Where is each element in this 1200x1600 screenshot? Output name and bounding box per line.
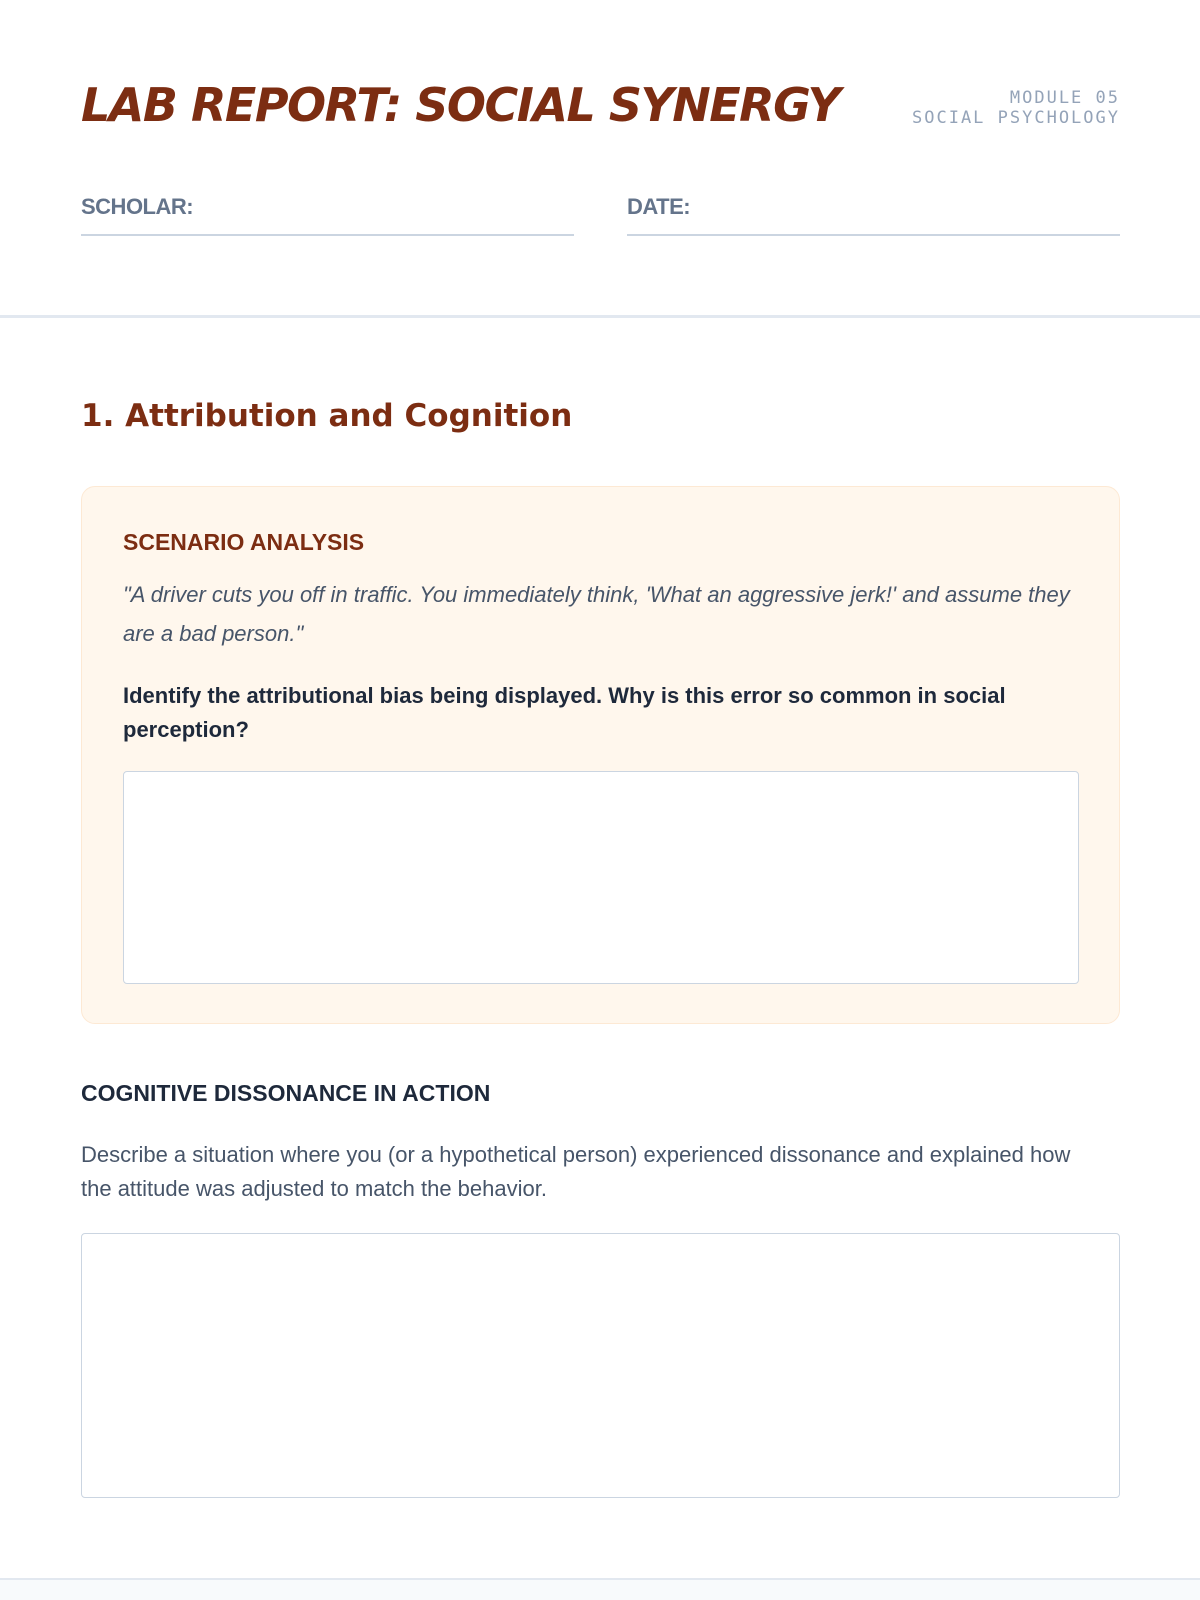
scenario-quote: "A driver cuts you off in traffic. You immediately think, 'What an aggressive jerk!' and assume they are a bad person." [123, 582, 1070, 646]
module-number: MODULE 05 [1009, 88, 1120, 108]
scholar-field[interactable] [81, 194, 574, 236]
worksheet-header [0, 0, 1200, 318]
page-title: LAB REPORT: SOCIAL SYNERGY [81, 78, 840, 132]
date-field[interactable] [627, 194, 1120, 236]
module-tag [912, 88, 1120, 128]
attribution-answer-box[interactable] [123, 771, 1079, 984]
page-bottom-divider [0, 1578, 1200, 1580]
dissonance-description: Describe a situation where you (or a hypothetical person) experienced dissonance and explained how the attitude was adjusted to match the behavior. [81, 1142, 1071, 1201]
scenario-question: Identify the attributional bias being displayed. Why is this error so common in social perception? [123, 683, 1006, 742]
scholar-label: SCHOLAR: [81, 194, 194, 219]
scenario-label: SCENARIO ANALYSIS [123, 529, 365, 555]
date-label: DATE: [627, 194, 691, 219]
dissonance-answer-box[interactable] [81, 1233, 1120, 1498]
dissonance-title: COGNITIVE DISSONANCE IN ACTION [81, 1080, 491, 1106]
module-subject: SOCIAL PSYCHOLOGY [912, 108, 1120, 128]
section-title-attribution: 1. Attribution and Cognition [81, 398, 573, 434]
scenario-analysis-card [81, 486, 1120, 1024]
